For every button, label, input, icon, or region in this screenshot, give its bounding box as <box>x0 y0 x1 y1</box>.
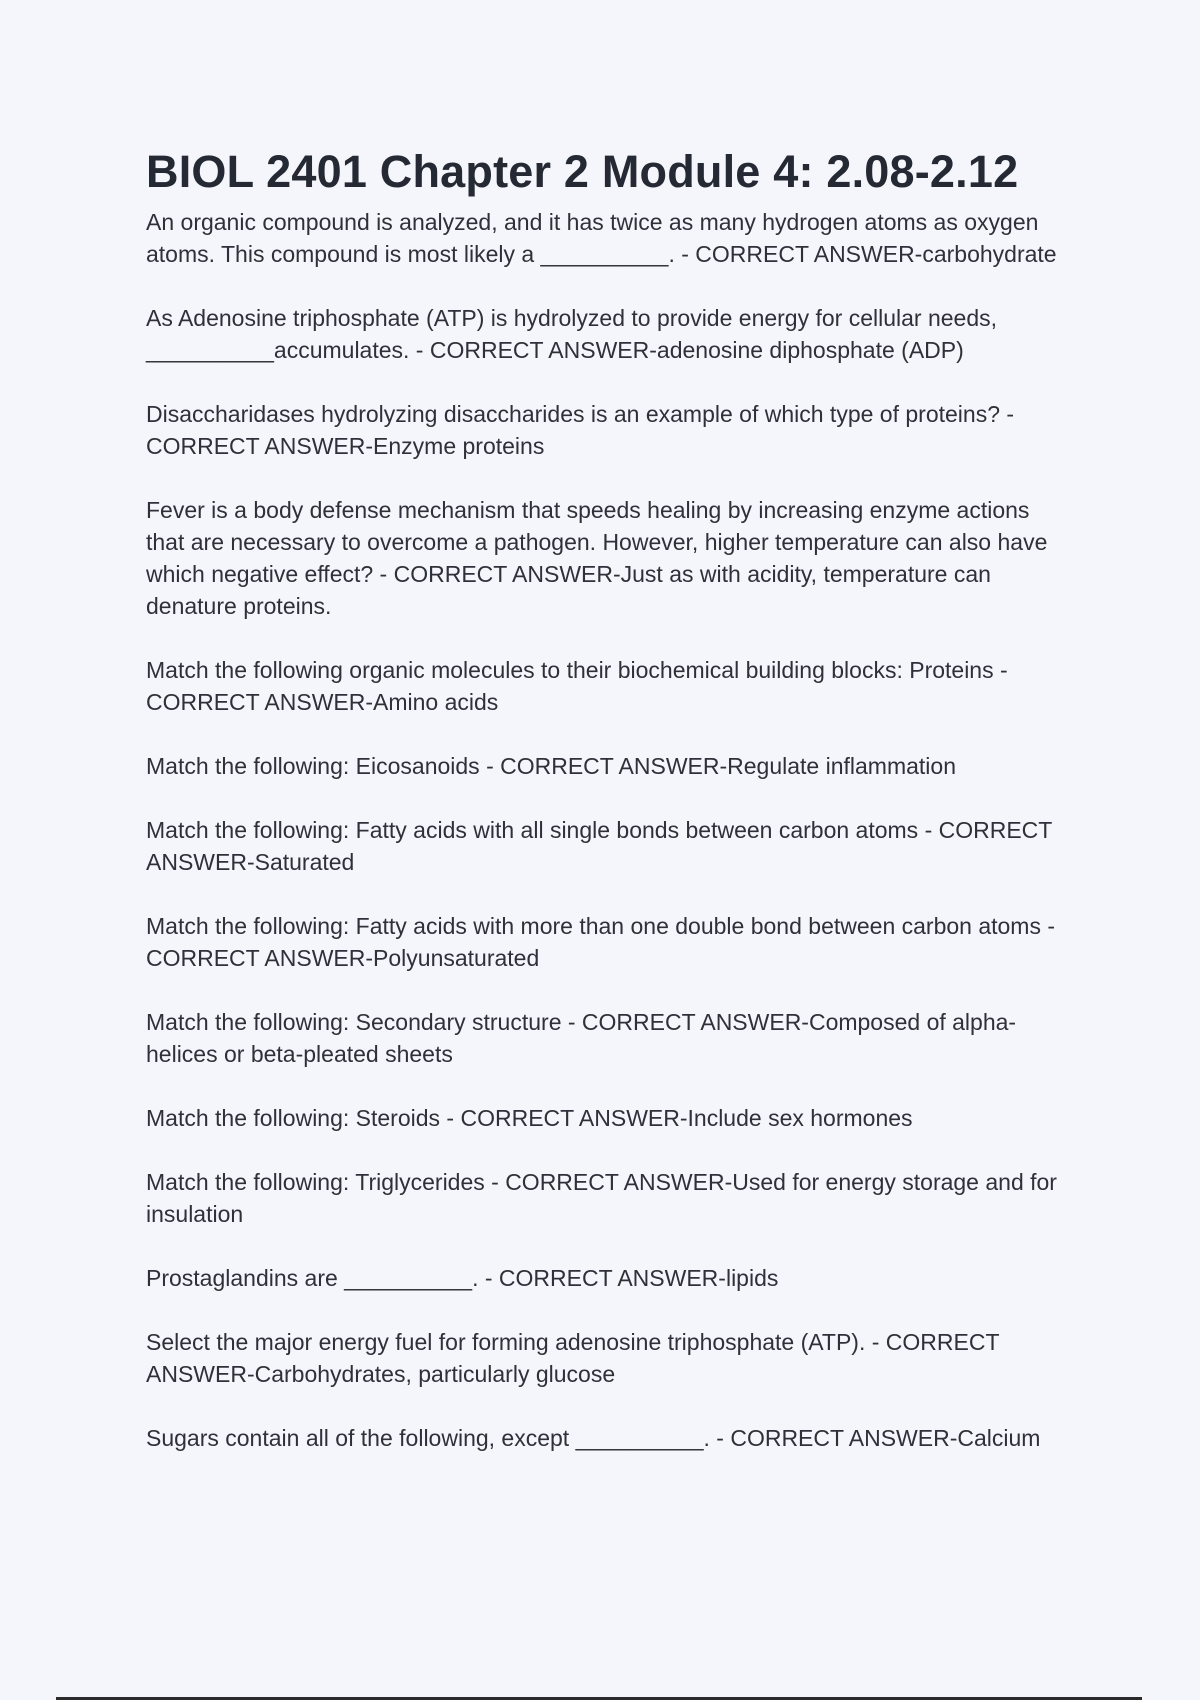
qa-item: Fever is a body defense mechanism that speeds healing by increasing enzyme actions that are necessary to overcome a pathogen. However, higher temperature can also have which negative effect? - CORRECT ANSWER-Just as with acidity, temperature can denature proteins. <box>146 497 1054 619</box>
qa-item: Match the following: Secondary structure - CORRECT ANSWER-Composed of alpha-helices or beta-pleated sheets <box>146 1009 1017 1067</box>
qa-list <box>146 206 1066 1454</box>
qa-item: Match the following: Fatty acids with more than one double bond between carbon atoms - CORRECT ANSWER-Polyunsaturated <box>146 913 1062 971</box>
qa-item: Sugars contain all of the following, except __________. - CORRECT ANSWER-Calcium <box>146 1425 1041 1451</box>
qa-item: Match the following: Eicosanoids - CORRECT ANSWER-Regulate inflammation <box>146 753 956 779</box>
qa-item: Select the major energy fuel for forming adenosine triphosphate (ATP). - CORRECT ANSWER-Carbohydrates, particularly glucose <box>146 1329 1005 1387</box>
qa-item: An organic compound is analyzed, and it has twice as many hydrogen atoms as oxygen atoms. This compound is most likely a __________. - CORRECT ANSWER-carbohydrate <box>146 209 1057 267</box>
qa-item: As Adenosine triphosphate (ATP) is hydrolyzed to provide energy for cellular needs, __________accumulates. - CORRECT ANSWER-adenosine diphosphate (ADP) <box>146 305 1004 363</box>
qa-item: Match the following: Steroids - CORRECT ANSWER-Include sex hormones <box>146 1105 913 1131</box>
qa-item: Disaccharidases hydrolyzing disaccharides is an example of which type of proteins? - CORRECT ANSWER-Enzyme proteins <box>146 401 1021 459</box>
qa-item: Match the following: Triglycerides - CORRECT ANSWER-Used for energy storage and for insulation <box>146 1169 1064 1227</box>
page-title: BIOL 2401 Chapter 2 Module 4: 2.08-2.12 <box>146 146 1019 197</box>
qa-item: Prostaglandins are __________. - CORRECT ANSWER-lipids <box>146 1265 779 1291</box>
qa-item: Match the following organic molecules to their biochemical building blocks: Proteins - CORRECT ANSWER-Amino acids <box>146 657 1015 715</box>
document-content <box>146 144 1066 1486</box>
qa-item: Match the following: Fatty acids with all single bonds between carbon atoms - CORRECT ANSWER-Saturated <box>146 817 1058 875</box>
